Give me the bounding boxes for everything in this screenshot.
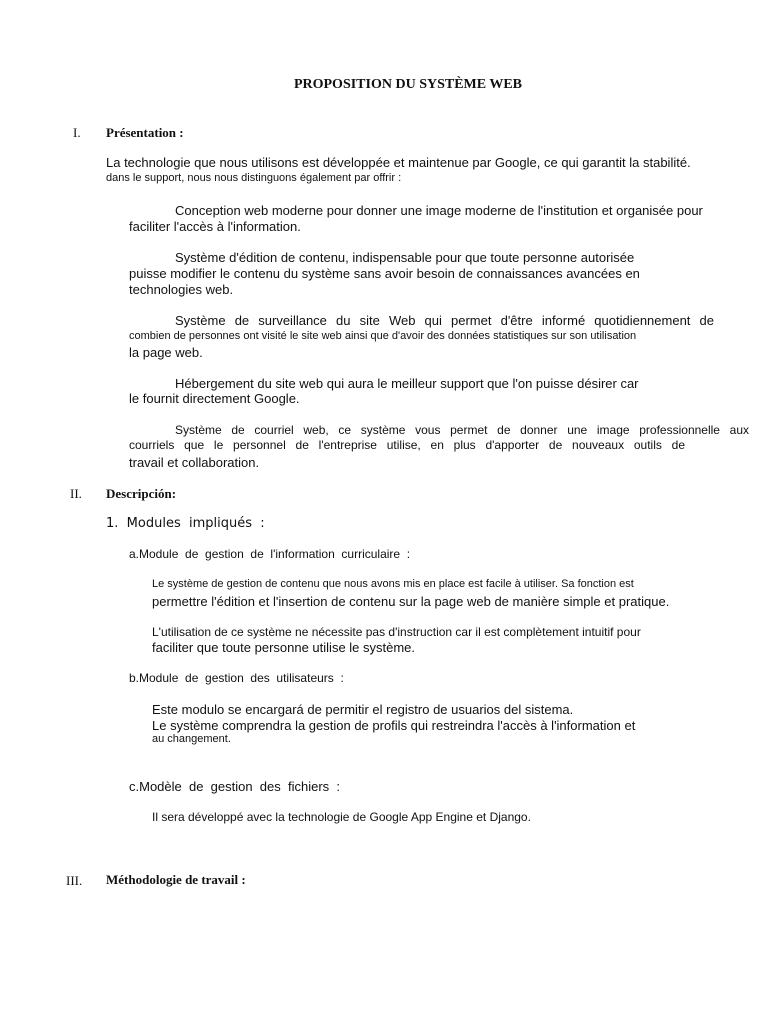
bullet-5-line-3: travail et collaboration. xyxy=(129,455,260,470)
document-title: PROPOSITION DU SYSTÈME WEB xyxy=(293,77,523,92)
bullet-4-line-2: le fournit directement Google. xyxy=(129,391,300,406)
bullet-5-line-2: courriels que le personnel de l'entreprise utilise, en plus d'apporter de nouveaux outils de xyxy=(129,438,685,452)
module-c-heading: c.Modèle de gestion des fichiers : xyxy=(129,779,340,794)
bullet-2-line-3: technologies web. xyxy=(129,282,234,297)
section-3-number: III. xyxy=(66,873,83,888)
module-a-p1-line-2: permettre l'édition et l'insertion de contenu sur la page web de manière simple et pratique. xyxy=(152,594,670,609)
section-1-heading: Présentation : xyxy=(106,125,184,140)
module-a-p2-line-1: L'utilisation de ce système ne nécessite pas d'instruction car il est complètement intuitif pour xyxy=(152,625,641,639)
module-b-line-2: Le système comprendra la gestion de profils qui restreindra l'accès à l'information et xyxy=(152,718,636,733)
bullet-4-line-1: Hébergement du site web qui aura le meilleur support que l'on puisse désirer car xyxy=(175,376,639,391)
bullet-1-line-2: faciliter l'accès à l'information. xyxy=(129,219,301,234)
module-c-line-1: Il sera développé avec la technologie de Google App Engine et Django. xyxy=(152,810,531,824)
bullet-1-line-1: Conception web moderne pour donner une image moderne de l'institution et organisée pour xyxy=(175,203,703,218)
section-3-heading: Méthodologie de travail : xyxy=(106,872,246,887)
module-a-heading: a.Module de gestion de l'information curriculaire : xyxy=(129,547,411,561)
intro-line-1: La technologie que nous utilisons est développée et maintenue par Google, ce qui garantit la stabilité. xyxy=(106,155,691,170)
bullet-3-line-2: combien de personnes ont visité le site web ainsi que d'avoir des données statistiques sur son utilisation xyxy=(129,330,637,342)
section-1-number: I. xyxy=(73,125,81,140)
module-b-line-1: Este modulo se encargará de permitir el registro de usuarios del sistema. xyxy=(152,702,574,717)
module-b-heading: b.Module de gestion des utilisateurs : xyxy=(129,671,344,685)
bullet-3-line-1: Système de surveillance du site Web qui permet d'être informé quotidiennement de xyxy=(175,313,714,328)
section-2-number: II. xyxy=(70,486,82,501)
bullet-2-line-2: puisse modifier le contenu du système sans avoir besoin de connaissances avancées en xyxy=(129,266,640,281)
intro-line-2: dans le support, nous nous distinguons également par offrir : xyxy=(106,172,402,184)
bullet-5-line-1: Système de courriel web, ce système vous permet de donner une image professionnelle aux xyxy=(175,423,749,437)
module-a-p1-line-1: Le système de gestion de contenu que nous avons mis en place est facile à utiliser. Sa fonction est xyxy=(152,578,634,590)
bullet-3-line-3: la page web. xyxy=(129,345,203,360)
modules-heading: 1. Modules impliqués : xyxy=(106,516,265,531)
bullet-2-line-1: Système d'édition de contenu, indispensable pour que toute personne autorisée xyxy=(175,250,635,265)
module-b-line-3: au changement. xyxy=(152,733,231,745)
module-a-p2-line-2: faciliter que toute personne utilise le système. xyxy=(152,640,416,655)
section-2-heading: Descripción: xyxy=(106,486,177,501)
